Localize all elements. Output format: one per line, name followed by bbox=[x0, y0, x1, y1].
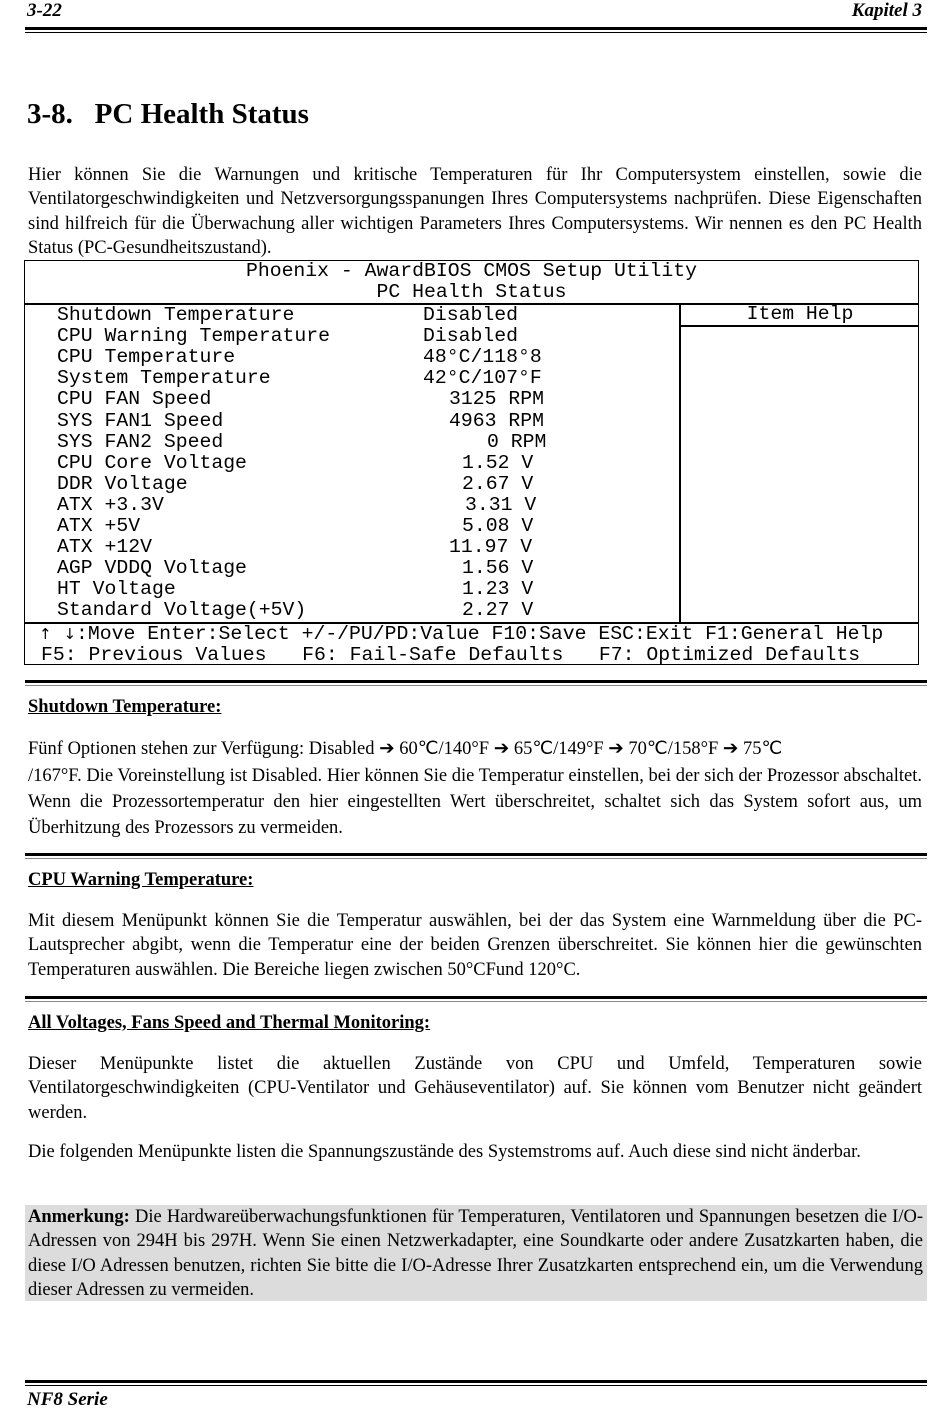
bios-row-value: 2.67 V bbox=[462, 472, 534, 495]
intro-paragraph: Hier können Sie die Warnungen und kritische Temperaturen für Ihr Computersystem einstellen, sowie die Ventilatorgeschwindigkeiten und Netzversorgungsspanungen Ihres Computersystems nachprüfen. Diese Eigenschaften sind hilfreich für die Überwachung aller wichtigen Parameters Ihres Computersystems. Wir nennen es den PC Health Status (PC-Gesundheitszustand). bbox=[28, 165, 922, 258]
bios-row-label[interactable]: CPU Core Voltage bbox=[57, 451, 247, 474]
item-help-header: Item Help bbox=[746, 303, 854, 325]
shutdown-options-line: Fünf Optionen stehen zur Verfügung: Disabled ➔ 60℃/140°F ➔ 65℃/149°F ➔ 70℃/158°F ➔ 75℃ bbox=[28, 739, 783, 759]
footer-keys-1: :Move Enter:Select +/-/PU/PD:Value F10:Save ESC:Exit F1:General Help bbox=[76, 623, 884, 645]
shutdown-heading: Shutdown Temperature: bbox=[28, 697, 222, 717]
bios-row-label[interactable]: CPU Temperature bbox=[57, 346, 236, 369]
bios-row-label[interactable]: Shutdown Temperature bbox=[57, 304, 295, 326]
note-text: Die Hardwareüberwachungsfunktionen für Temperaturen, Ventilatoren und Spannungen besetzen die I/O-Adressen von 294H bis 297H. Wenn Sie einen Netzwerkadapter, eine Soundkarte oder andere Zusatzkarten haben, die diese I/O Adressen benutzen, richten Sie bitte die I/O-Adresse Ihrer Zusatzkarten entsprechend ein, um die Verwendung dieser Adressen zu vermeiden. bbox=[28, 1207, 923, 1300]
bios-screen bbox=[24, 260, 919, 665]
cpu-warning-paragraph: Mit diesem Menüpunkt können Sie die Temperatur auswählen, bei der das System eine Warnmeldung über die PC-Lautsprecher abgibt, wenn die Temperatur eine der beiden Grenzen überschreitet. Sie können hier die gewünschten Temperaturen auswählen. Die Bereiche liegen zwischen 50°CFund 120°C. bbox=[28, 911, 922, 980]
bios-row-value: 42°C/107°F bbox=[423, 367, 542, 390]
bios-row-label[interactable]: HT Voltage bbox=[57, 578, 176, 601]
bios-row-value: 11.97 V bbox=[449, 536, 533, 559]
series-name: NF8 Serie bbox=[27, 1389, 108, 1410]
bios-row-label[interactable]: CPU Warning Temperature bbox=[57, 325, 331, 348]
section-rule-thin bbox=[25, 685, 927, 686]
bios-row-value: 0 RPM bbox=[487, 430, 547, 453]
section-rule-thin bbox=[25, 858, 927, 859]
bios-row-value: 3.31 V bbox=[465, 493, 537, 516]
bios-row-value: 3125 RPM bbox=[449, 388, 544, 411]
bios-row-label[interactable]: ATX +5V bbox=[57, 515, 141, 537]
bios-row-label[interactable]: AGP VDDQ Voltage bbox=[57, 557, 247, 580]
voltages-paragraph-1: Dieser Menüpunkte listet die aktuellen Zustände von CPU und Umfeld, Temperaturen sowie Ventilatorgeschwindigkeiten (CPU-Ventilator und Gehäuseventilator) auf. Sie können vom Benutzer nicht geändert werden. bbox=[28, 1054, 922, 1123]
page-number: 3-22 bbox=[27, 0, 62, 21]
header-rule-thin bbox=[25, 32, 927, 33]
bios-row-value: 2.27 V bbox=[462, 599, 534, 622]
shutdown-paragraph: /167°F. Die Voreinstellung ist Disabled. Hier können Sie die Temperatur einstellen, bei der sich der Prozessor abschaltet. Wenn die Prozessortemperatur den hier eingestellten Wert überschreitet, schaltet sich das System sofort aus, um Überhitzung des Prozessors zu vermeiden. bbox=[28, 766, 922, 838]
bios-row-label[interactable]: SYS FAN1 Speed bbox=[57, 409, 224, 432]
bios-subtitle: PC Health Status bbox=[376, 281, 567, 303]
bios-row-value: 4963 RPM bbox=[449, 409, 544, 432]
bios-row-value: 1.56 V bbox=[462, 557, 534, 580]
chapter-label: Kapitel 3 bbox=[851, 0, 922, 21]
bios-row-value: Disabled bbox=[423, 325, 518, 348]
bios-row-label[interactable]: ATX +12V bbox=[57, 536, 152, 559]
bios-row-value: 5.08 V bbox=[462, 515, 534, 537]
bios-row-value: 1.23 V bbox=[462, 578, 534, 601]
bios-footer-1 bbox=[39, 623, 883, 645]
section-rule bbox=[25, 680, 927, 683]
note-paragraph bbox=[28, 1205, 923, 1302]
section-rule-thin bbox=[25, 1001, 927, 1002]
bios-row-value: 1.52 V bbox=[462, 451, 534, 474]
footer-rule-thin bbox=[25, 1385, 927, 1386]
voltages-heading: All Voltages, Fans Speed and Thermal Monitoring: bbox=[28, 1013, 431, 1033]
header-rule bbox=[25, 27, 927, 30]
bios-row-label[interactable]: ATX +3.3V bbox=[57, 493, 164, 516]
section-title: 3-8. PC Health Status bbox=[27, 98, 309, 130]
bios-row-label[interactable]: Standard Voltage(+5V) bbox=[57, 599, 307, 622]
footer-rule bbox=[25, 1380, 927, 1383]
bios-row-value: Disabled bbox=[423, 304, 518, 326]
section-rule bbox=[25, 996, 927, 999]
down-arrow-icon: ↓ bbox=[63, 625, 77, 643]
help-divider-left bbox=[679, 304, 681, 622]
section-rule bbox=[25, 853, 927, 856]
bios-row-label[interactable]: DDR Voltage bbox=[57, 472, 188, 495]
voltages-paragraph-2: Die folgenden Menüpunkte listen die Spannungszustände des Systemstroms auf. Auch diese sind nicht änderbar. bbox=[28, 1142, 861, 1162]
bios-title: Phoenix - AwardBIOS CMOS Setup Utility bbox=[245, 260, 698, 282]
cpu-warning-heading: CPU Warning Temperature: bbox=[28, 870, 254, 890]
bios-row-label[interactable]: SYS FAN2 Speed bbox=[57, 430, 224, 453]
help-header-line bbox=[679, 325, 919, 327]
up-arrow-icon: ↑ bbox=[39, 625, 52, 643]
bios-row-label[interactable]: CPU FAN Speed bbox=[57, 388, 212, 411]
bios-footer-2: F5: Previous Values F6: Fail-Safe Defaults F7: Optimized Defaults bbox=[41, 644, 861, 666]
note-label: Anmerkung: bbox=[28, 1207, 130, 1227]
bios-row-value: 48°C/118°8 bbox=[423, 346, 542, 369]
note-box bbox=[25, 1205, 927, 1301]
bios-row-label[interactable]: System Temperature bbox=[57, 367, 271, 390]
